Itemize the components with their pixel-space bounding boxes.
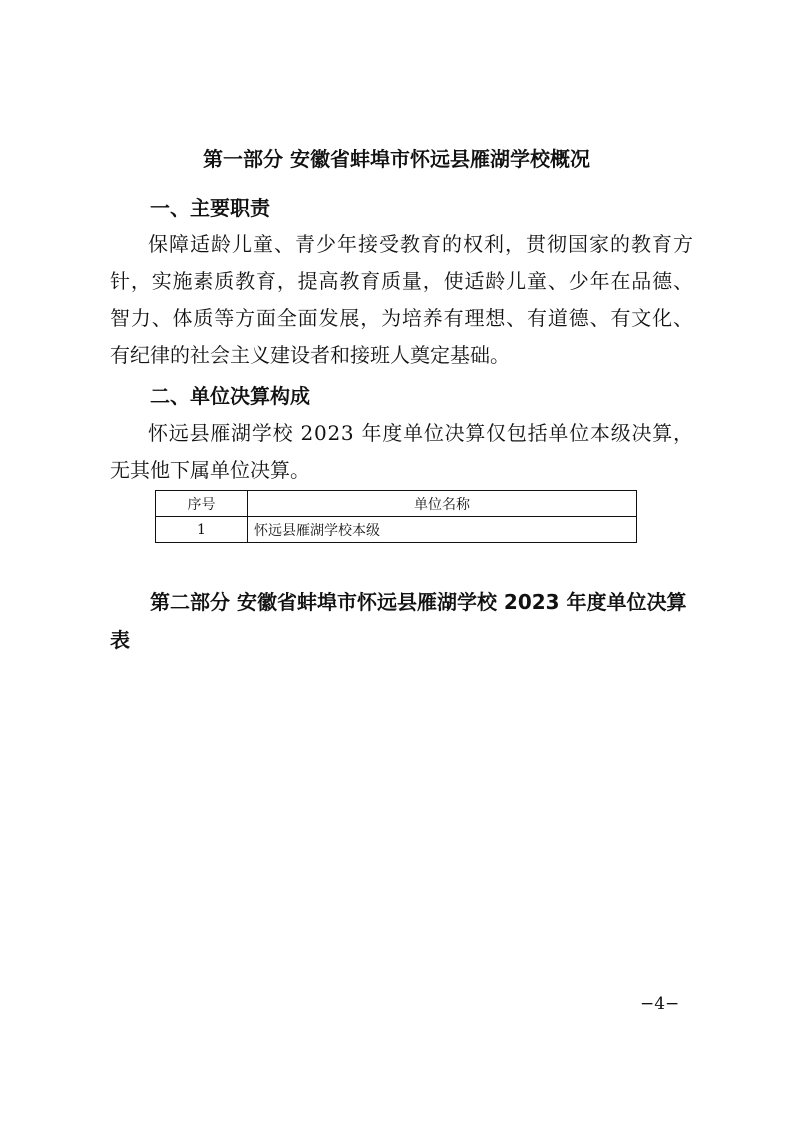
section1-heading: 一、主要职责 [150,196,270,220]
header-index: 序号 [156,491,248,517]
table-header-row [156,491,637,517]
part2-title: 第二部分 安徽省蚌埠市怀远县雁湖学校 2023 年度单位决算 [150,590,687,614]
part1-title: 第一部分 安徽省蚌埠市怀远县雁湖学校概况 [203,147,590,171]
unit-table [155,490,637,543]
duty-paragraph-line: 智力、体质等方面全面发展，为培养有理想、有道德、有文化、 [110,306,694,330]
duty-paragraph-line: 针，实施素质教育，提高教育质量，使适龄儿童、少年在品德、 [110,269,694,293]
duty-paragraph-line: 有纪律的社会主义建设者和接班人奠定基础。 [110,343,510,367]
duty-paragraph-line: 保障适龄儿童、青少年接受教育的权利，贯彻国家的教育方 [148,232,694,256]
part2-title-continued: 表 [110,628,130,652]
cell-index: 1 [156,517,248,543]
page-number: −4− [640,994,680,1014]
table-row [156,517,637,543]
composition-paragraph-line: 怀远县雁湖学校 2023 年度单位决算仅包括单位本级决算， [148,421,694,445]
composition-paragraph-line: 无其他下属单位决算。 [110,458,310,482]
cell-unit-name: 怀远县雁湖学校本级 [248,517,637,543]
section2-heading: 二、单位决算构成 [150,384,310,408]
header-unit-name: 单位名称 [248,491,637,517]
